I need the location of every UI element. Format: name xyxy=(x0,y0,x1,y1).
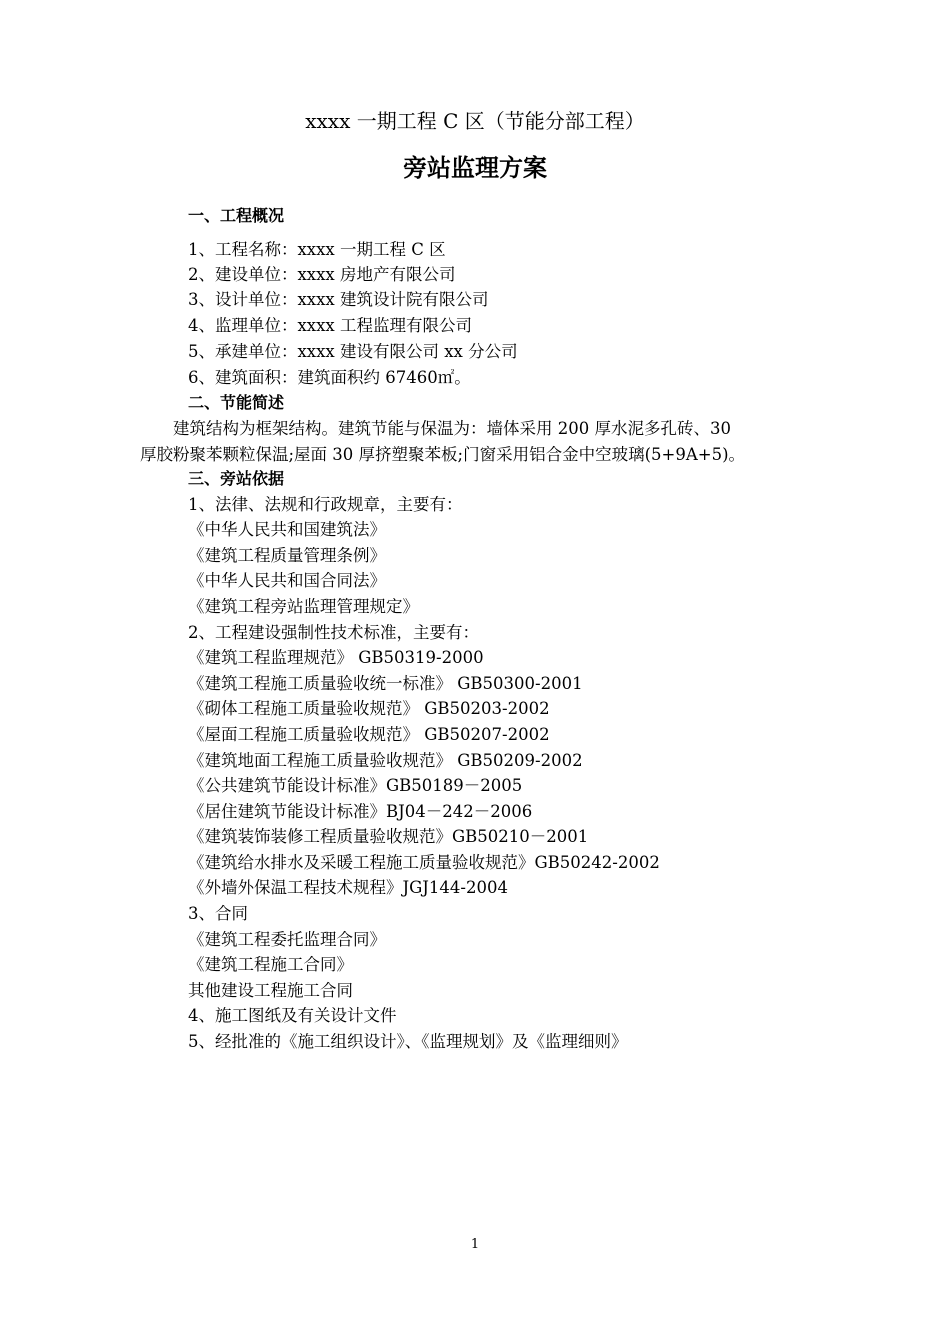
contract-entry: 《建筑工程委托监理合同》 xyxy=(188,930,386,949)
standard-entry: 《建筑工程监理规范》 GB50319-2000 xyxy=(188,648,484,667)
standard-entry: 《公共建筑节能设计标准》GB50189－2005 xyxy=(188,776,523,795)
paragraph-line: 建筑结构为框架结构。建筑节能与保温为：墙体采用 200 厚水泥多孔砖、30 xyxy=(173,419,731,438)
energy-saving-paragraph xyxy=(140,416,820,467)
law-entry: 《建筑工程质量管理条例》 xyxy=(188,546,386,565)
contract-entry: 其他建设工程施工合同 xyxy=(188,981,353,1000)
standard-entry: 《建筑给水排水及采暖工程施工质量验收规范》GB50242-2002 xyxy=(188,853,660,872)
section-heading-energy-saving: 二、节能简述 xyxy=(188,393,285,412)
basis-item: 4、施工图纸及有关设计文件 xyxy=(188,1006,397,1025)
law-entry: 《中华人民共和国合同法》 xyxy=(188,571,386,590)
basis-item: 3、合同 xyxy=(188,904,248,923)
standard-entry: 《外墙外保温工程技术规程》JGJ144-2004 xyxy=(188,878,508,897)
contract-entry: 《建筑工程施工合同》 xyxy=(188,955,353,974)
overview-item: 1、工程名称：xxxx 一期工程 C 区 xyxy=(188,240,446,259)
overview-item: 4、监理单位：xxxx 工程监理有限公司 xyxy=(188,316,472,335)
standard-entry: 《屋面工程施工质量验收规范》 GB50207-2002 xyxy=(188,725,550,744)
overview-item: 6、建筑面积：建筑面积约 67460㎡。 xyxy=(188,368,471,387)
overview-item: 2、建设单位：xxxx 房地产有限公司 xyxy=(188,265,456,284)
standard-entry: 《居住建筑节能设计标准》BJ04－242－2006 xyxy=(188,802,533,821)
overview-item: 3、设计单位：xxxx 建筑设计院有限公司 xyxy=(188,290,489,309)
section-heading-basis: 三、旁站依据 xyxy=(188,469,285,488)
standard-entry: 《建筑装饰装修工程质量验收规范》GB50210－2001 xyxy=(188,827,589,846)
paragraph-line: 厚胶粉聚苯颗粒保温;屋面 30 厚挤塑聚苯板;门窗采用铝合金中空玻璃(5+9A+5)。 xyxy=(140,444,746,464)
document-title: 旁站监理方案 xyxy=(403,154,547,182)
overview-item: 5、承建单位：xxxx 建设有限公司 xx 分公司 xyxy=(188,342,518,361)
basis-item: 2、工程建设强制性技术标准，主要有： xyxy=(188,623,479,642)
standard-entry: 《建筑地面工程施工质量验收规范》 GB50209-2002 xyxy=(188,751,583,770)
basis-item: 5、经批准的《施工组织设计》、《监理规划》及《监理细则》 xyxy=(188,1032,628,1051)
section-heading-overview: 一、工程概况 xyxy=(188,206,285,225)
basis-item: 1、法律、法规和行政规章，主要有： xyxy=(188,495,463,514)
law-entry: 《中华人民共和国建筑法》 xyxy=(188,520,386,539)
page-number: 1 xyxy=(470,1237,480,1252)
law-entry: 《建筑工程旁站监理管理规定》 xyxy=(188,597,419,616)
document-subtitle: xxxx 一期工程 C 区（节能分部工程） xyxy=(305,109,645,133)
standard-entry: 《砌体工程施工质量验收规范》 GB50203-2002 xyxy=(188,699,550,718)
standard-entry: 《建筑工程施工质量验收统一标准》 GB50300-2001 xyxy=(188,674,583,693)
